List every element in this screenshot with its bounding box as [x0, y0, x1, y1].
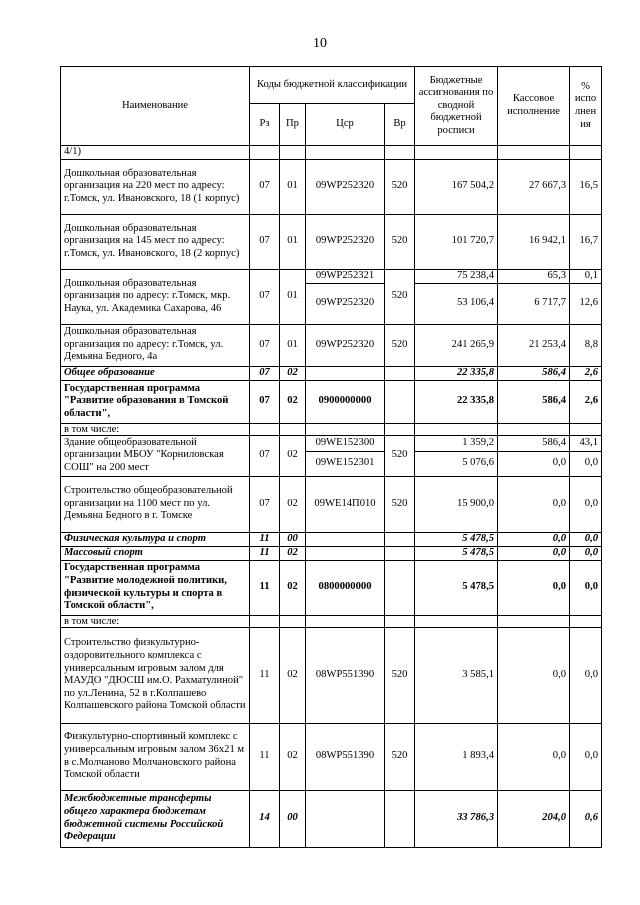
row-pr: 01: [280, 324, 306, 366]
table-row: [61, 615, 602, 627]
header-csr: Цср: [306, 104, 385, 146]
row-name: Межбюджетные трансферты общего характера бюджетам бюджетной системы Российской Федерации: [61, 790, 250, 847]
row-percent: 0,0: [570, 627, 602, 723]
row-cash: 0,0: [498, 546, 570, 560]
table-row: [61, 214, 602, 269]
row-vr: 520: [385, 159, 415, 214]
row-name: Физкультурно-спортивный комплекс с универсальным игровым залом 36х21 м в с.Молчаново Молчановского района Томской области: [61, 723, 250, 790]
row-vr: 520: [385, 324, 415, 366]
row-csr: 09WP252320: [306, 159, 385, 214]
row-percent: 2,6: [570, 380, 602, 423]
row-rz: 07: [250, 366, 280, 380]
row-rz: 11: [250, 627, 280, 723]
row-cash: 0,0: [498, 532, 570, 546]
header-budget: Бюджетные ассигнования по сводной бюджетной росписи: [415, 67, 498, 146]
header-pr: Пр: [280, 104, 306, 146]
header-percent: % испо лнен ия: [570, 67, 602, 146]
row-budget: 22 335,8: [415, 380, 498, 423]
row-cash: 204,0: [498, 790, 570, 847]
table-row: [61, 366, 602, 380]
row-name: Массовый спорт: [61, 546, 250, 560]
table-row: [61, 790, 602, 847]
row-rz: 07: [250, 476, 280, 532]
table-row: [61, 560, 602, 615]
row-vr: 520: [385, 723, 415, 790]
row-rz: 07: [250, 380, 280, 423]
header-cash: Кассовое исполнение: [498, 67, 570, 146]
row-budget: 33 786,3: [415, 790, 498, 847]
row-cash: 586,4: [498, 366, 570, 380]
row-csr: 09WP252321: [306, 269, 385, 283]
row-pr: 00: [280, 790, 306, 847]
row-cash: 0,0: [498, 476, 570, 532]
row-name: Здание общеобразовательной организации МБОУ "Корниловская СОШ" на 200 мест: [61, 435, 250, 476]
row-budget: 167 504,2: [415, 159, 498, 214]
table-row: [61, 423, 602, 435]
row-name: Государственная программа "Развитие образования в Томской области",: [61, 380, 250, 423]
row-vr: 520: [385, 435, 415, 476]
row-name: Дошкольная образовательная организация по адресу: г.Томск, ул. Демьяна Бедного, 4а: [61, 324, 250, 366]
row-pr: 01: [280, 159, 306, 214]
row-name: Государственная программа "Развитие молодежной политики, физической культуры и спорта в Томской области",: [61, 560, 250, 615]
table-row: [61, 324, 602, 366]
row-cash: 0,0: [498, 627, 570, 723]
row-cash: 65,3: [498, 269, 570, 283]
row-name: Физическая культура и спорт: [61, 532, 250, 546]
table-row: [61, 532, 602, 546]
row-budget: 241 265,9: [415, 324, 498, 366]
row-budget: 1 359,2: [415, 435, 498, 451]
row-name: 4/1): [61, 146, 250, 160]
page-number: 10: [313, 36, 327, 51]
row-percent: 12,6: [570, 283, 602, 324]
row-rz: 07: [250, 159, 280, 214]
row-budget: 3 585,1: [415, 627, 498, 723]
row-cash: 0,0: [498, 451, 570, 476]
row-name: Дошкольная образовательная организация на 145 мест по адресу: г.Томск, ул. Ивановского, 18 (2 корпус): [61, 214, 250, 269]
row-name: Дошкольная образовательная организация на 220 мест по адресу: г.Томск, ул. Ивановского, 18 (1 корпус): [61, 159, 250, 214]
row-percent: 0,0: [570, 476, 602, 532]
table-row: [61, 476, 602, 532]
row-budget: 5 076,6: [415, 451, 498, 476]
table-row: [61, 546, 602, 560]
row-cash: 21 253,4: [498, 324, 570, 366]
row-percent: 2,6: [570, 366, 602, 380]
row-name: Общее образование: [61, 366, 250, 380]
row-csr: 09WE152301: [306, 451, 385, 476]
row-percent: 0,0: [570, 546, 602, 560]
row-rz: 07: [250, 269, 280, 324]
table-row: [61, 435, 602, 451]
table-row: [61, 627, 602, 723]
row-pr: 02: [280, 476, 306, 532]
table-row: [61, 159, 602, 214]
row-cash: 16 942,1: [498, 214, 570, 269]
row-cash: 586,4: [498, 380, 570, 423]
row-percent: 16,7: [570, 214, 602, 269]
row-csr: 09WE152300: [306, 435, 385, 451]
row-cash: 0,0: [498, 723, 570, 790]
table-row: [61, 723, 602, 790]
row-percent: 0,1: [570, 269, 602, 283]
row-cash: 586,4: [498, 435, 570, 451]
row-cash: 27 667,3: [498, 159, 570, 214]
row-budget: 53 106,4: [415, 283, 498, 324]
row-percent: 0,0: [570, 532, 602, 546]
row-vr: 520: [385, 476, 415, 532]
row-budget: 15 900,0: [415, 476, 498, 532]
row-csr: 0800000000: [306, 560, 385, 615]
row-rz: 11: [250, 532, 280, 546]
row-pr: 02: [280, 435, 306, 476]
header-vr: Вр: [385, 104, 415, 146]
row-pr: 02: [280, 627, 306, 723]
row-pr: 02: [280, 380, 306, 423]
row-vr: 520: [385, 269, 415, 324]
row-percent: 0,6: [570, 790, 602, 847]
row-vr: 520: [385, 627, 415, 723]
row-percent: 16,5: [570, 159, 602, 214]
row-budget: 75 238,4: [415, 269, 498, 283]
row-pr: 02: [280, 560, 306, 615]
row-cash: 0,0: [498, 560, 570, 615]
row-pr: 01: [280, 269, 306, 324]
row-name: Строительство физкультурно-оздоровительного комплекса с универсальным игровым залом для МАУДО "ДЮСШ им.О. Рахматулиной" по ул.Ленина, 52 в г.Колпашево Колпашевского района Томской области: [61, 627, 250, 723]
row-name: в том числе:: [61, 423, 250, 435]
row-name: в том числе:: [61, 615, 250, 627]
table-row: [61, 146, 602, 160]
row-name: Дошкольная образовательная организация по адресу: г.Томск, мкр. Наука, ул. Академика Сахарова, 46: [61, 269, 250, 324]
row-percent: 0,0: [570, 451, 602, 476]
row-percent: 0,0: [570, 560, 602, 615]
row-budget: 1 893,4: [415, 723, 498, 790]
row-budget: 5 478,5: [415, 546, 498, 560]
row-pr: 00: [280, 532, 306, 546]
row-csr: 08WP551390: [306, 627, 385, 723]
row-rz: 11: [250, 560, 280, 615]
row-vr: 520: [385, 214, 415, 269]
row-rz: 07: [250, 435, 280, 476]
row-percent: 8,8: [570, 324, 602, 366]
row-csr: 09WP252320: [306, 324, 385, 366]
header-name: Наименование: [61, 67, 250, 146]
row-percent: 43,1: [570, 435, 602, 451]
header-rz: Рз: [250, 104, 280, 146]
row-rz: 07: [250, 214, 280, 269]
row-csr: 09WP252320: [306, 283, 385, 324]
table-row: [61, 269, 602, 283]
row-budget: 101 720,7: [415, 214, 498, 269]
row-csr: 09WP252320: [306, 214, 385, 269]
row-name: Строительство общеобразовательной организации на 1100 мест по ул. Демьяна Бедного в г. Томске: [61, 476, 250, 532]
row-budget: 5 478,5: [415, 560, 498, 615]
row-csr: 08WP551390: [306, 723, 385, 790]
row-rz: 11: [250, 723, 280, 790]
row-pr: 01: [280, 214, 306, 269]
row-pr: 02: [280, 366, 306, 380]
row-budget: 5 478,5: [415, 532, 498, 546]
row-budget: 22 335,8: [415, 366, 498, 380]
row-pr: 02: [280, 723, 306, 790]
row-rz: 14: [250, 790, 280, 847]
row-csr: 0900000000: [306, 380, 385, 423]
header-codes: Коды бюджетной классификации: [250, 67, 415, 104]
row-rz: 07: [250, 324, 280, 366]
row-csr: 09WE14П010: [306, 476, 385, 532]
row-cash: 6 717,7: [498, 283, 570, 324]
table-row: [61, 380, 602, 423]
row-pr: 02: [280, 546, 306, 560]
row-percent: 0,0: [570, 723, 602, 790]
row-rz: 11: [250, 546, 280, 560]
budget-table: [60, 66, 602, 848]
